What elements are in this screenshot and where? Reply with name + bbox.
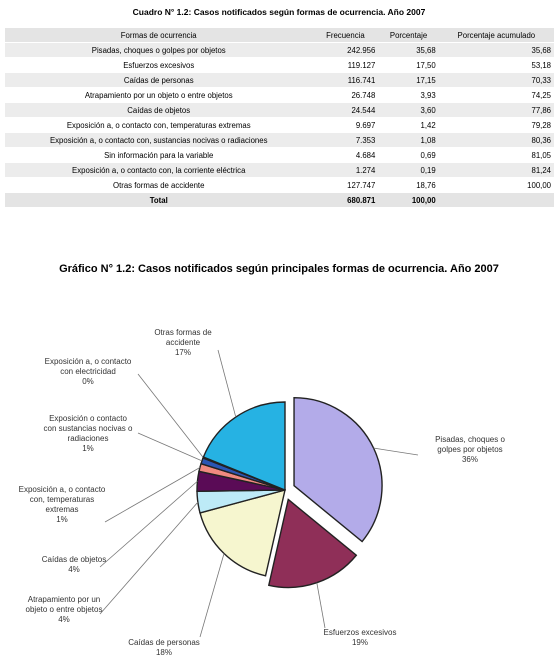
cell-percent: 0,19 bbox=[378, 163, 438, 178]
slice-label: Exposición a, o contacto con electricidad 0% bbox=[44, 357, 132, 386]
leader-line bbox=[317, 583, 325, 628]
col-header-form: Formas de ocurrencia bbox=[5, 28, 312, 43]
cell-percent: 35,68 bbox=[378, 43, 438, 58]
cell-percent: 1,08 bbox=[378, 133, 438, 148]
slice-label: Esfuerzos excesivos 19% bbox=[323, 628, 397, 647]
cell-percent: 18,76 bbox=[378, 178, 438, 193]
total-cell-percent: 100,00 bbox=[378, 193, 438, 208]
cell-cumulative: 79,28 bbox=[439, 118, 554, 133]
cell-percent: 3,93 bbox=[378, 88, 438, 103]
leader-line bbox=[218, 350, 236, 417]
leader-line bbox=[105, 468, 200, 522]
cell-form: Esfuerzos excesivos bbox=[5, 58, 312, 73]
cell-form: Exposición a, o contacto con, la corriente eléctrica bbox=[5, 163, 312, 178]
cell-frequency: 9.697 bbox=[312, 118, 378, 133]
slice-label: Exposición o contacto con sustancias nocivas o radiaciones 1% bbox=[43, 414, 133, 453]
cell-frequency: 119.127 bbox=[312, 58, 378, 73]
slice-label: Pisadas, choques o golpes por objetos 36% bbox=[435, 435, 505, 464]
cell-form: Exposición a, o contacto con, sustancias nocivas o radiaciones bbox=[5, 133, 312, 148]
cell-frequency: 116.741 bbox=[312, 73, 378, 88]
cell-form: Otras formas de accidente bbox=[5, 178, 312, 193]
chart-title: Gráfico N° 1.2: Casos notificados según principales formas de ocurrencia. Año 2007 bbox=[59, 263, 499, 275]
total-cell-form: Total bbox=[5, 193, 312, 208]
cell-cumulative: 81,24 bbox=[439, 163, 554, 178]
cell-percent: 17,50 bbox=[378, 58, 438, 73]
cell-cumulative: 81,05 bbox=[439, 148, 554, 163]
slice-label: Otras formas de accidente 17% bbox=[154, 328, 212, 357]
leader-line bbox=[138, 374, 203, 458]
cell-cumulative: 74,25 bbox=[439, 88, 554, 103]
cell-percent: 1,42 bbox=[378, 118, 438, 133]
cell-cumulative: 53,18 bbox=[439, 58, 554, 73]
slice-label: Caídas de personas 18% bbox=[128, 638, 200, 657]
cell-cumulative: 35,68 bbox=[439, 43, 554, 58]
cell-frequency: 26.748 bbox=[312, 88, 378, 103]
cell-cumulative: 70,33 bbox=[439, 73, 554, 88]
cell-form: Caídas de objetos bbox=[5, 103, 312, 118]
cell-percent: 0,69 bbox=[378, 148, 438, 163]
leader-line bbox=[374, 448, 418, 455]
cell-frequency: 1.274 bbox=[312, 163, 378, 178]
cell-form: Caídas de personas bbox=[5, 73, 312, 88]
cell-form: Sin información para la variable bbox=[5, 148, 312, 163]
leader-line bbox=[200, 553, 224, 637]
cell-form: Exposición a, o contacto con, temperaturas extremas bbox=[5, 118, 312, 133]
slice-label: Exposición a, o contacto con, temperaturas extremas 1% bbox=[18, 485, 106, 524]
leader-line bbox=[100, 481, 197, 567]
cell-percent: 17,15 bbox=[378, 73, 438, 88]
col-header-frequency: Frecuencia bbox=[312, 28, 378, 43]
cell-frequency: 242.956 bbox=[312, 43, 378, 58]
leader-line bbox=[100, 502, 198, 614]
table-title: Cuadro N° 1.2: Casos notificados según formas de ocurrencia. Año 2007 bbox=[132, 7, 426, 17]
cell-frequency: 7.353 bbox=[312, 133, 378, 148]
col-header-cumulative: Porcentaje acumulado bbox=[439, 28, 554, 43]
cell-frequency: 127.747 bbox=[312, 178, 378, 193]
cell-frequency: 4.684 bbox=[312, 148, 378, 163]
cell-frequency: 24.544 bbox=[312, 103, 378, 118]
slice-label: Atrapamiento por un objeto o entre objetos 4% bbox=[25, 595, 103, 624]
cell-form: Pisadas, choques o golpes por objetos bbox=[5, 43, 312, 58]
cell-form: Atrapamiento por un objeto o entre objetos bbox=[5, 88, 312, 103]
cell-cumulative: 80,36 bbox=[439, 133, 554, 148]
leader-line bbox=[138, 433, 202, 461]
cell-cumulative: 77,86 bbox=[439, 103, 554, 118]
col-header-percent: Porcentaje bbox=[378, 28, 438, 43]
cell-percent: 3,60 bbox=[378, 103, 438, 118]
slice-label: Caídas de objetos 4% bbox=[41, 555, 107, 574]
cell-cumulative: 100,00 bbox=[439, 178, 554, 193]
total-cell-frequency: 680.871 bbox=[312, 193, 378, 208]
